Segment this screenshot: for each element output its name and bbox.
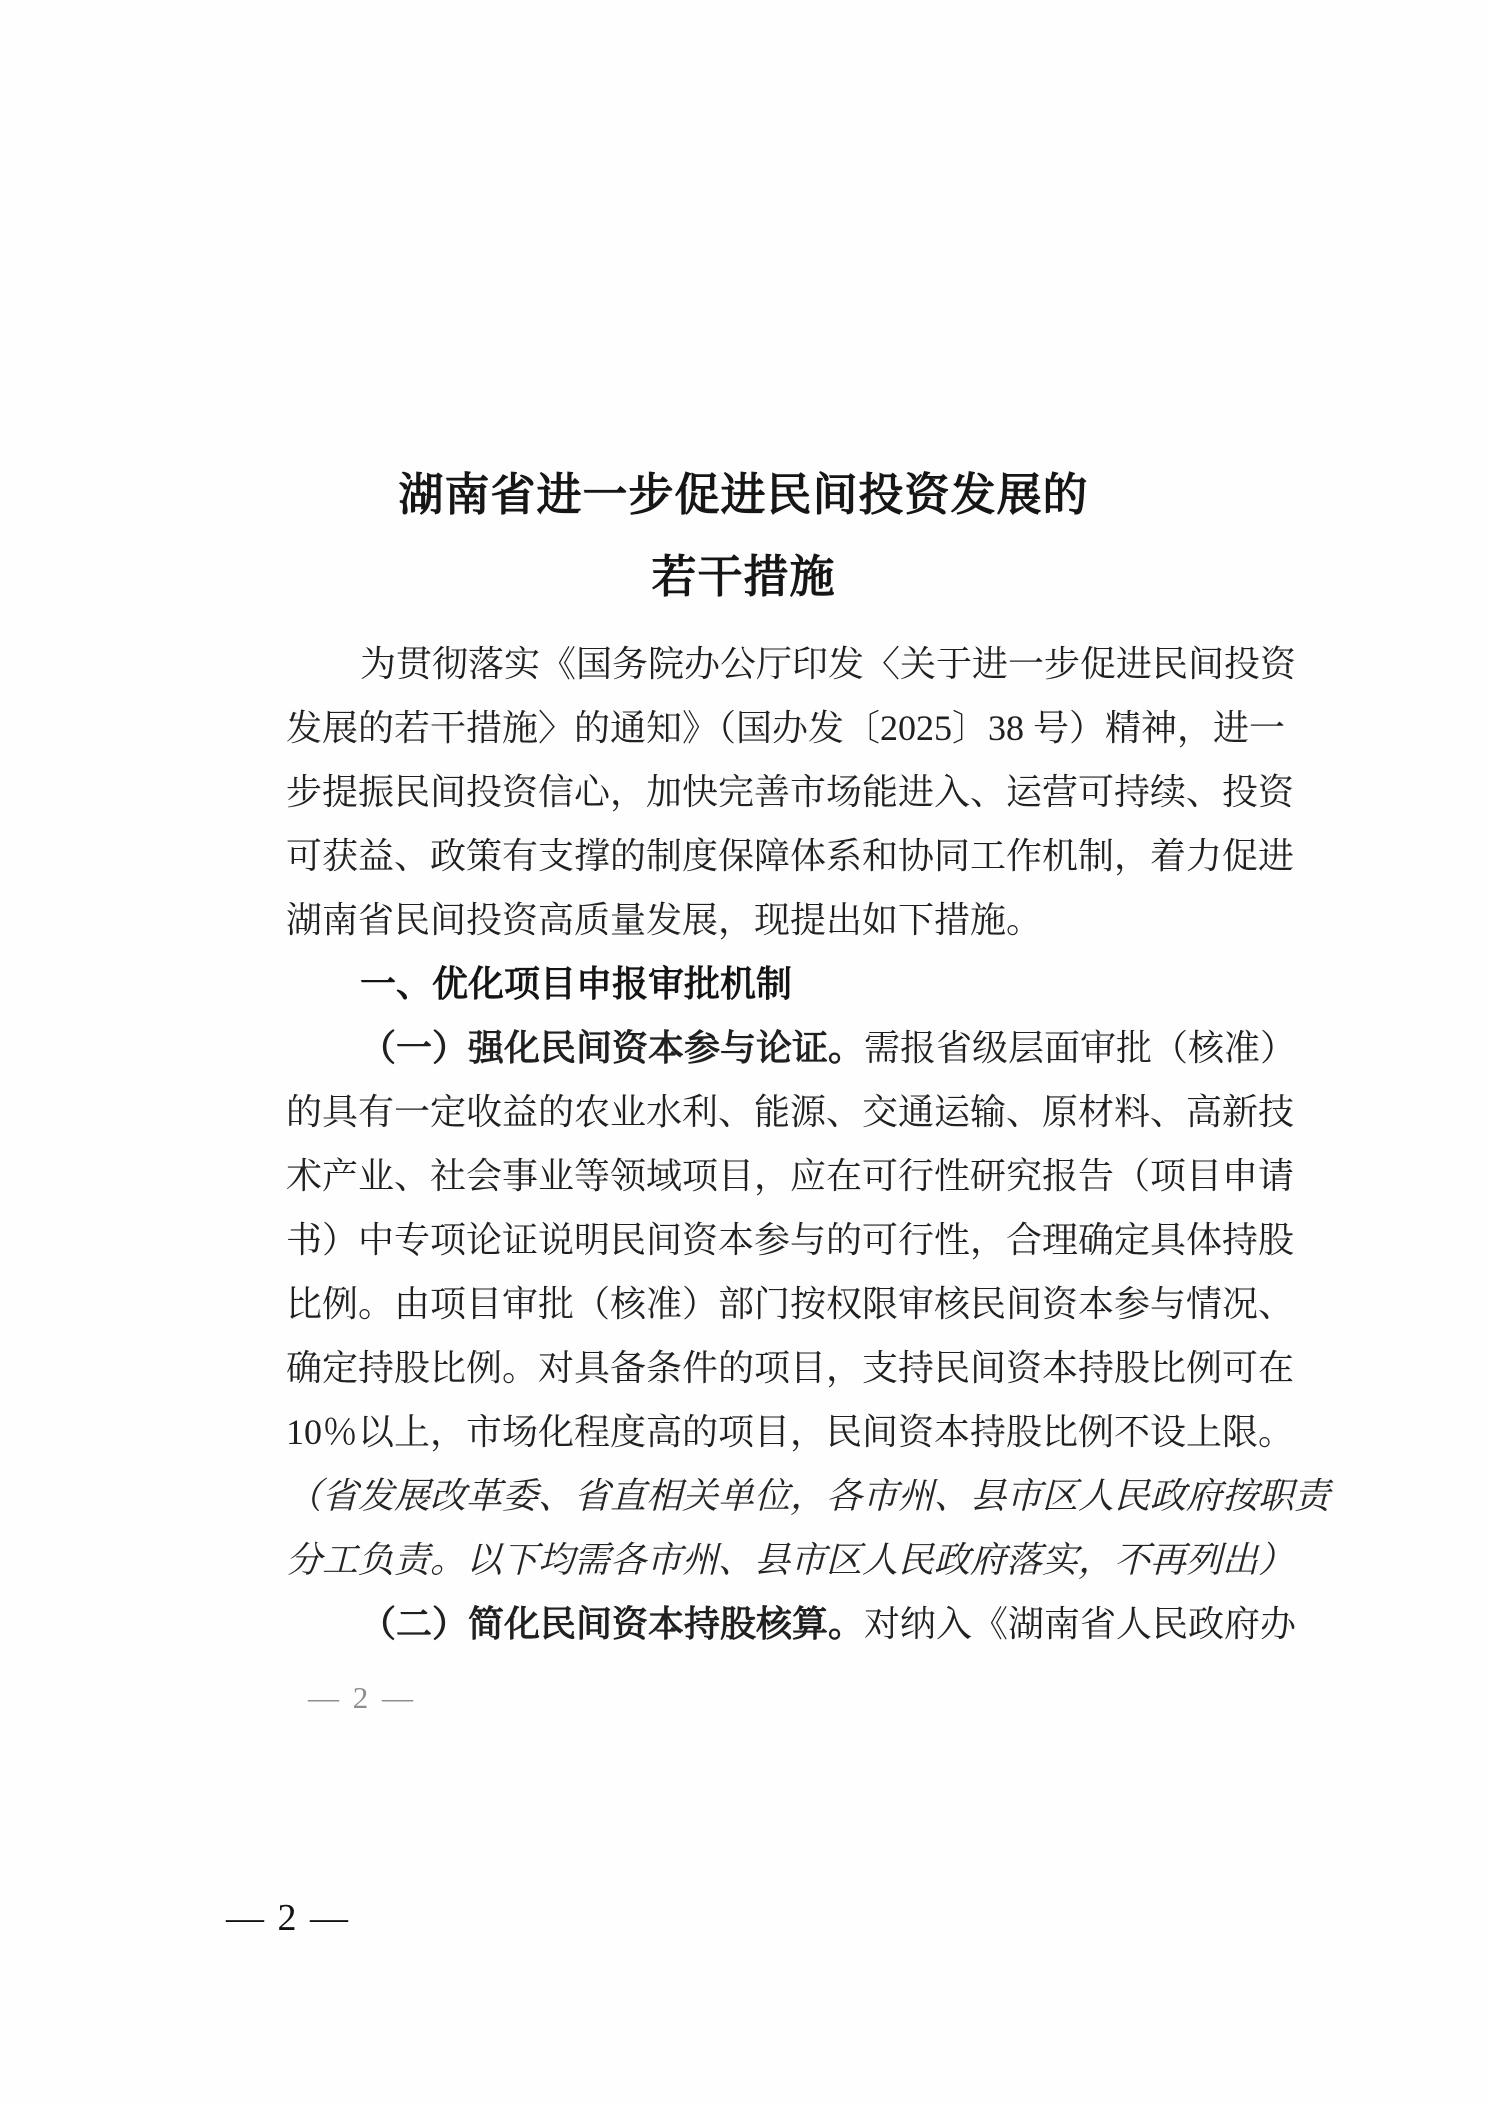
item1-line: 术产业、社会事业等领域项目，应在可行性研究报告（项目申请: [286, 1156, 1295, 1196]
scanned-page-number: — 2 —: [308, 1680, 416, 1715]
item1-line: 确定持股比例。对具备条件的项目，支持民间资本持股比例可在: [286, 1348, 1295, 1388]
item1-first-line-rest: 需报省级层面审批（核准）: [864, 1028, 1297, 1068]
item2-first-line-rest: 对纳入《湖南省人民政府办: [864, 1604, 1297, 1644]
intro-line: 步提振民间投资信心，加快完善市场能进入、运营可持续、投资: [286, 772, 1295, 812]
section-heading: 一、优化项目申报审批机制: [360, 963, 793, 1004]
document-body: [286, 632, 1331, 1656]
item1-first-line: [286, 1016, 1297, 1080]
intro-line: 发展的若干措施〉的通知》（国办发〔2025〕38 号）精神，进一: [286, 708, 1286, 748]
intro-line: 为贯彻落实《国务院办公厅印发〈关于进一步促进民间投资: [360, 644, 1297, 684]
item1-line: 比例。由项目审批（核准）部门按权限审核民间资本参与情况、: [286, 1284, 1295, 1324]
document-title-line2: 若干措施: [651, 552, 836, 602]
item2-lead: （二）简化民间资本持股核算。: [360, 1604, 865, 1644]
item1-line: 的具有一定收益的农业水利、能源、交通运输、原材料、高新技: [286, 1092, 1295, 1132]
item2-first-line: [286, 1592, 1297, 1656]
intro-line: 湖南省民间投资高质量发展，现提出如下措施。: [286, 900, 1043, 940]
document-title-line1: 湖南省进一步促进民间投资发展的: [398, 470, 1089, 520]
item1-lead: （一）强化民间资本参与论证。: [360, 1028, 865, 1068]
responsibility-note-line: （省发展改革委、省直相关单位，各市州、县市区人民政府按职责: [286, 1476, 1331, 1516]
intro-line: 可获益、政策有支撑的制度保障体系和协同工作机制，着力促进: [286, 836, 1295, 876]
item1-line: 书）中专项论证说明民间资本参与的可行性，合理确定具体持股: [286, 1220, 1295, 1260]
footer-page-number: — 2 —: [226, 1897, 350, 1939]
item1-line: 10％以上，市场化程度高的项目，民间资本持股比例不设上限。: [286, 1412, 1295, 1452]
responsibility-note-line: 分工负责。以下均需各市州、县市区人民政府落实，不再列出）: [286, 1540, 1295, 1580]
